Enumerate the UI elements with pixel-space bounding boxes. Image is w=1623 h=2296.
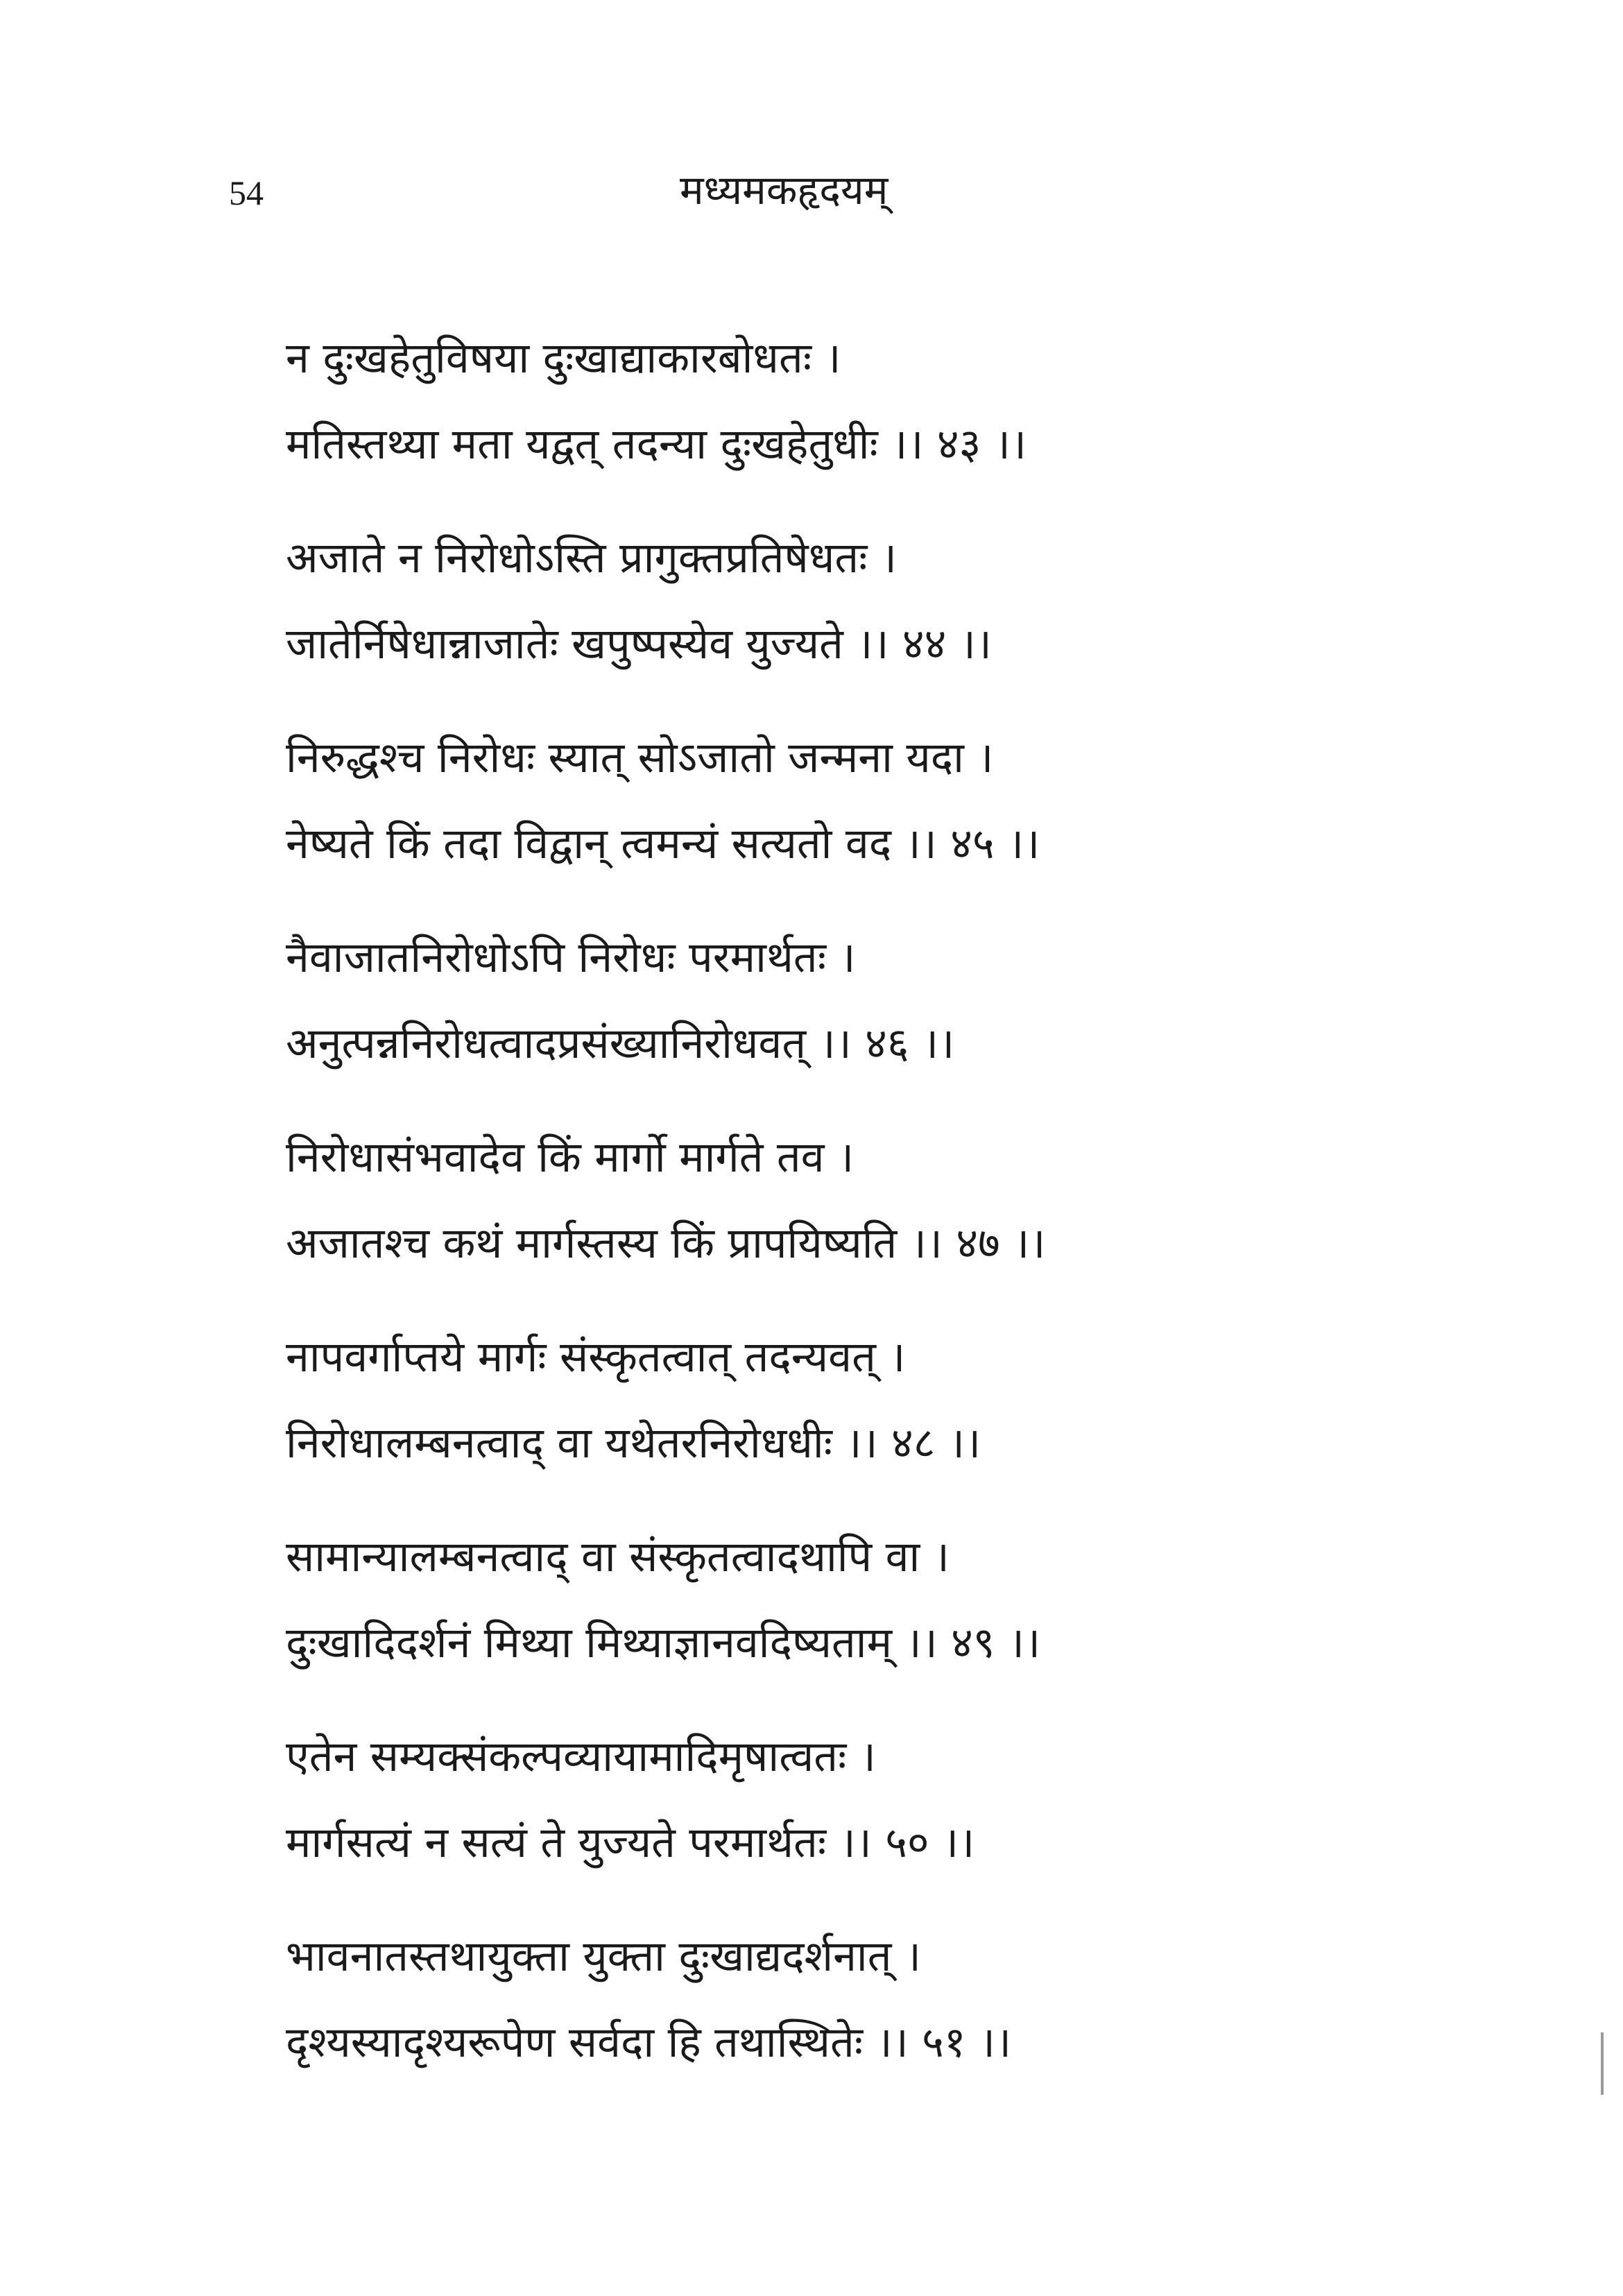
verse-43 [286,316,1326,488]
verse-list [286,316,1326,2114]
verse-line: मतिस्तथ्या मता यद्वत् तदन्या दुःखहेतुधीः ।। ४३ ।। [286,420,1027,469]
verse-line: निरोधालम्बनत्वाद् वा यथेतरनिरोधधीः ।। ४८ ।। [286,1419,981,1468]
verse-line: नापवर्गाप्तये मार्गः संस्कृतत्वात् तदन्यवत् । [286,1333,906,1382]
verse-line: दुःखादिदर्शनं मिथ्या मिथ्याज्ञानवदिष्यताम् ।। ४९ ।। [286,1618,1041,1668]
scan-edge-mark [1601,2032,1604,2095]
verse-line: सामान्यालम्बनत्वाद् वा संस्कृतत्वादथापि वा । [286,1532,950,1582]
verse-45 [286,715,1326,887]
verse-48 [286,1314,1326,1487]
verse-49 [286,1514,1326,1686]
verse-line: एतेन सम्यक्संकल्पव्यायामादिमृषात्वतः । [286,1732,876,1781]
verse-line: अनुत्पन्ननिरोधत्वादप्रसंख्यानिरोधवत् ।। ४६ ।। [286,1019,955,1068]
verse-line: मार्गसत्यं न सत्यं ते युज्यते परमार्थतः ।। ५० ।। [286,1818,975,1867]
verse-line: जातेर्निषेधान्नाजातेः खपुष्पस्येव युज्यते ।। ४४ ।। [286,619,992,669]
verse-line: न दुःखहेतुविषया दुःखाद्याकारबोधतः । [286,334,841,383]
running-title: मध्यमकहृदयम् [680,166,888,214]
verse-44 [286,515,1326,687]
page-number: 54 [229,173,264,212]
verse-line: भावनातस्तथायुक्ता युक्ता दुःखाद्यदर्शनात् । [286,1932,922,1981]
verse-line: दृश्यस्यादृश्यरूपेण सर्वदा हि तथास्थितेः ।। ५१ ।। [286,2018,1012,2067]
verse-line: निरोधासंभवादेव किं मार्गो मार्गते तव । [286,1133,855,1182]
verse-47 [286,1115,1326,1287]
verse-51 [286,1914,1326,2086]
verse-46 [286,915,1326,1087]
verse-line: अजाते न निरोधोऽस्ति प्रागुक्तप्रतिषेधतः । [286,533,897,583]
verse-line: निरुद्धश्च निरोधः स्यात् सोऽजातो जन्मना यदा । [286,733,994,782]
verse-line: अजातश्च कथं मार्गस्तस्य किं प्रापयिष्यति ।। ४७ ।। [286,1219,1046,1268]
verse-line: नैवाजातनिरोधोऽपि निरोधः परमार्थतः । [286,933,856,982]
verse-50 [286,1714,1326,1886]
verse-line: नेष्यते किं तदा विद्वान् त्वमन्यं सत्यतो वद ।। ४५ ।। [286,819,1040,868]
